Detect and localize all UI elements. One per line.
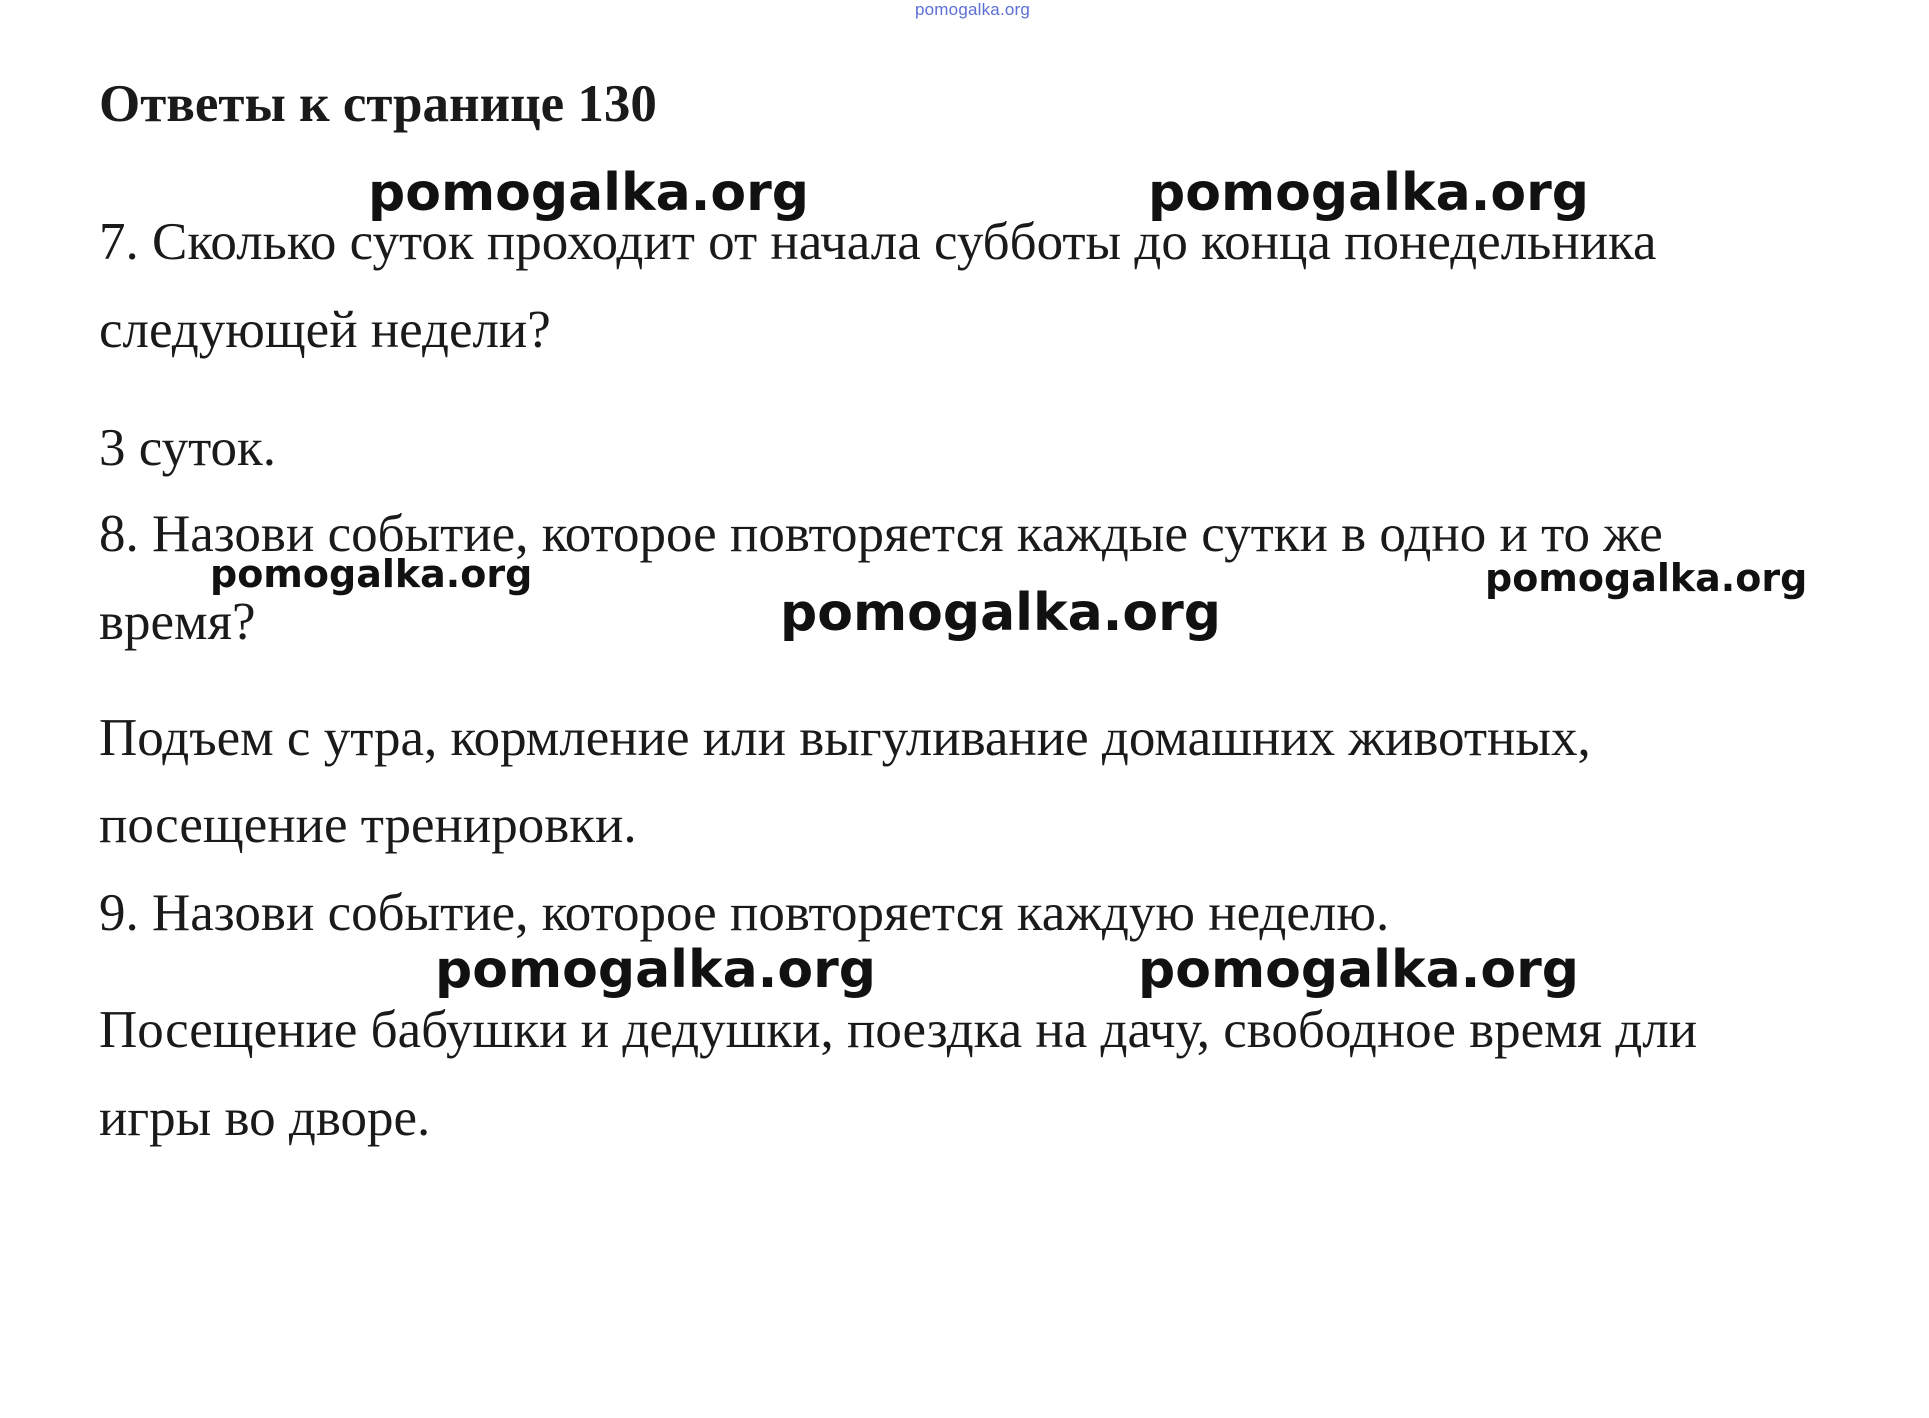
site-link[interactable]: pomogalka.org [915, 0, 1031, 19]
watermark: pomogalka.org [210, 552, 533, 596]
answer-8-line-2: посещение тренировки. [99, 796, 637, 854]
question-9: 9. Назови событие, которое повторяется каждую неделю. [99, 884, 1390, 942]
question-8-line-2: время? [99, 593, 256, 651]
watermark: pomogalka.org [368, 163, 810, 223]
page-title: Ответы к странице 130 [99, 75, 657, 133]
watermark: pomogalka.org [1138, 940, 1580, 1000]
watermark: pomogalka.org [780, 583, 1222, 643]
watermark: pomogalka.org [1485, 556, 1808, 600]
answer-9-line-2: игры во дворе. [99, 1089, 431, 1147]
question-7-line-2: следующей недели? [99, 301, 551, 359]
answer-8-line-1: Подъем с утра, кормление или выгуливание домашних животных, [99, 709, 1591, 767]
question-7-line-1: 7. Сколько суток проходит от начала субботы до конца понедельника [99, 213, 1657, 271]
watermark: pomogalka.org [1148, 163, 1590, 223]
answer-7: 3 суток. [99, 419, 277, 477]
answer-9-line-1: Посещение бабушки и дедушки, поездка на дачу, свободное время дли [99, 1001, 1698, 1059]
watermark: pomogalka.org [435, 940, 877, 1000]
question-8-line-1: 8. Назови событие, которое повторяется каждые сутки в одно и то же [99, 505, 1663, 563]
